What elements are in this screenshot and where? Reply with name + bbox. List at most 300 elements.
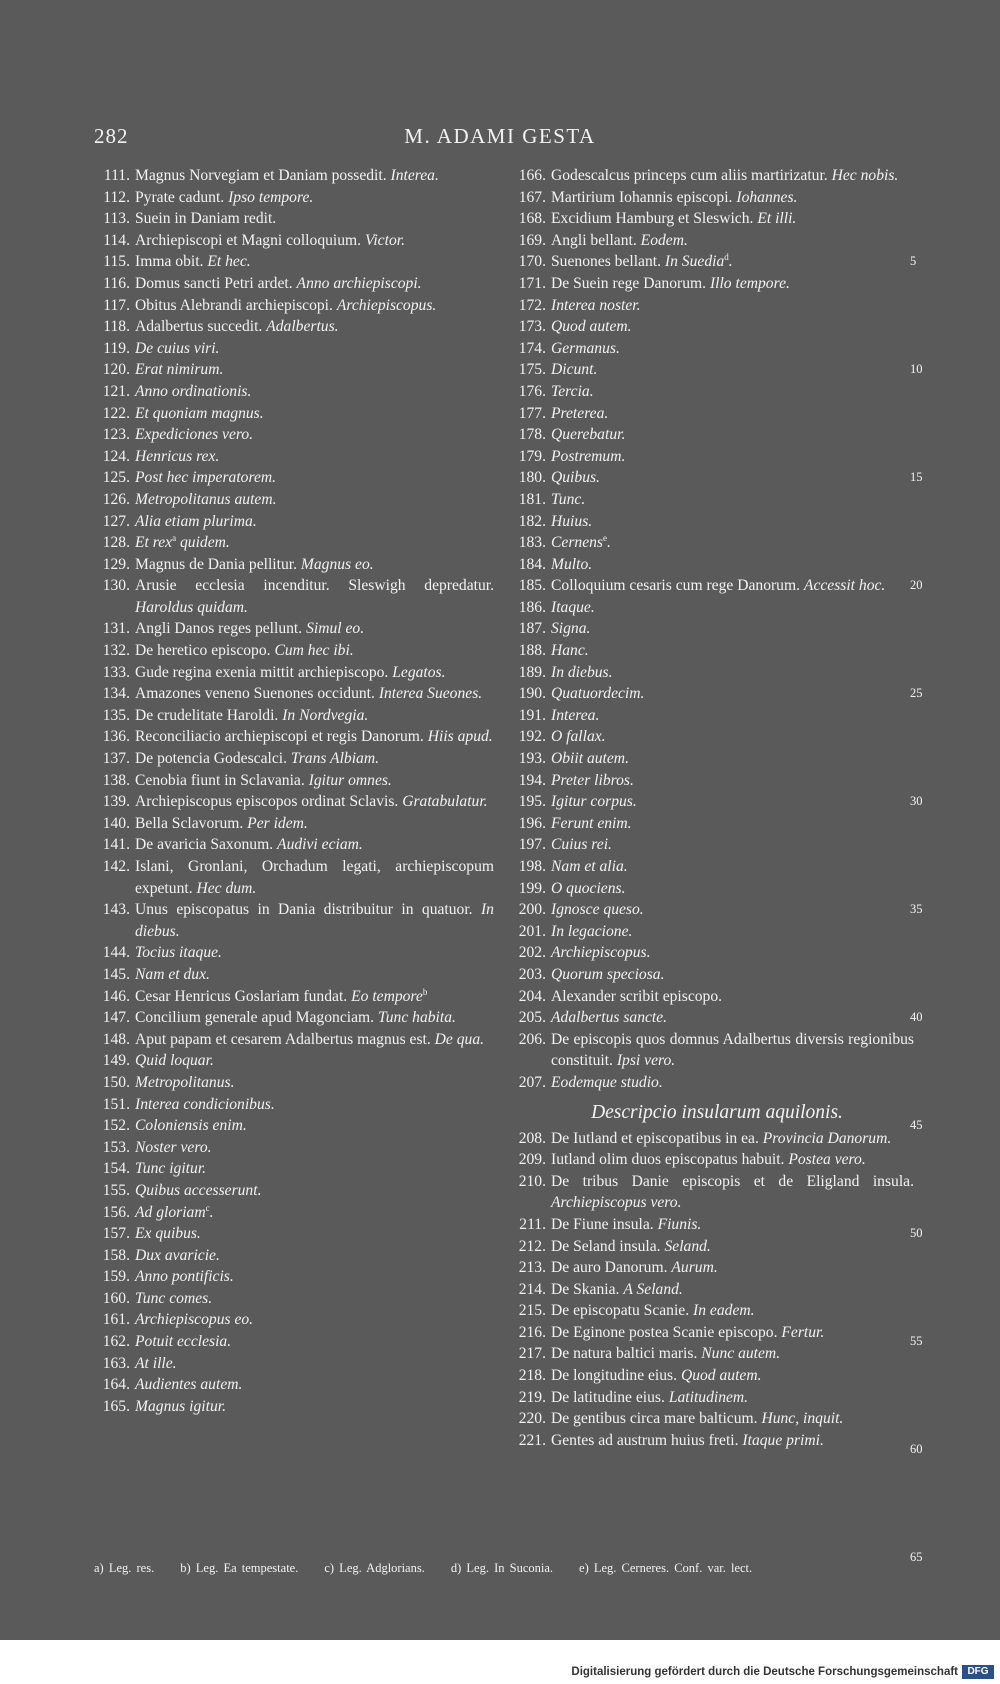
entry-incipit-continuation: . (209, 1203, 214, 1221)
entry-incipit: Adalbertus. (266, 318, 339, 336)
entry-number: 206. (518, 1030, 546, 1048)
table-of-contents-entry (510, 338, 914, 360)
entry-incipit: Dicunt. (551, 361, 598, 379)
entry-number: 186. (518, 598, 546, 616)
entry-number: 119. (103, 339, 130, 357)
table-of-contents-entry (94, 1245, 494, 1267)
entry-incipit: Archiepiscopus. (336, 296, 437, 314)
entry-title: Archiepiscopus episcopos ordinat Sclavis. (135, 793, 399, 811)
entry-incipit: Signa. (551, 620, 591, 638)
entry-incipit: Archiepiscopus vero. (551, 1194, 682, 1212)
entry-incipit: Preterea. (551, 404, 609, 422)
table-of-contents-entry (510, 1387, 914, 1409)
entry-title: De heretico episcopo. (135, 642, 271, 660)
entry-incipit: Hec dum. (196, 879, 257, 897)
entry-incipit: Archiepiscopus eo. (135, 1311, 254, 1329)
entry-incipit: Per idem. (247, 814, 308, 832)
entry-title: Colloquium cesaris cum rege Danorum. (551, 577, 801, 595)
table-of-contents-entry (94, 1353, 494, 1375)
entry-number: 140. (102, 814, 130, 832)
table-of-contents-entry (94, 273, 494, 295)
table-of-contents-entry (510, 770, 914, 792)
entry-incipit: Igitur omnes. (308, 771, 392, 789)
table-of-contents-entry (94, 338, 494, 360)
entry-number: 122. (102, 404, 130, 422)
entry-title: De Fiune insula. (551, 1215, 654, 1233)
entry-incipit: Anno archiepiscopi. (296, 274, 422, 292)
line-number: 15 (910, 470, 923, 485)
entry-number: 115. (103, 253, 130, 271)
line-number: 35 (910, 902, 923, 917)
entry-incipit: Cum hec ibi. (274, 642, 354, 660)
entry-number: 123. (102, 426, 130, 444)
entry-number: 204. (518, 987, 546, 1005)
entry-incipit: Archiepiscopus. (551, 944, 651, 962)
entry-number: 168. (518, 210, 546, 228)
table-of-contents-entry (94, 1374, 494, 1396)
footnote: b) Leg. Ea tempestate. (180, 1561, 299, 1575)
entry-number: 113. (103, 210, 130, 228)
entry-incipit: Magnus igitur. (135, 1397, 226, 1415)
entry-title: Iutland olim duos episcopatus habuit. (551, 1151, 785, 1169)
table-of-contents-entry (94, 489, 494, 511)
table-of-contents-entry (510, 554, 914, 576)
table-of-contents-entry (94, 403, 494, 425)
table-of-contents-entry (94, 230, 494, 252)
entry-incipit: Gratabulatur. (402, 793, 488, 811)
table-of-contents-entry (94, 986, 494, 1008)
entry-incipit: Eo tempore (351, 987, 423, 1005)
table-of-contents-entry (510, 1343, 914, 1365)
entry-number: 201. (518, 922, 546, 940)
entry-incipit-continuation: quidem. (180, 534, 230, 552)
entry-incipit: In Suedia (664, 253, 725, 271)
entry-incipit: Tunc. (551, 490, 586, 508)
entry-number: 145. (102, 965, 130, 983)
entry-incipit: Quod autem. (680, 1367, 762, 1385)
table-of-contents-entry (510, 921, 914, 943)
table-of-contents-entry (510, 424, 914, 446)
entry-title: Pyrate cadunt. (135, 188, 225, 206)
entry-title: Bella Sclavorum. (135, 814, 244, 832)
table-of-contents-entry (510, 273, 914, 295)
table-of-contents-entry (510, 856, 914, 878)
table-of-contents-entry (510, 1149, 914, 1171)
footnote-marker: c (205, 1202, 210, 1213)
entry-number: 126. (102, 490, 130, 508)
table-of-contents-entry (510, 726, 914, 748)
entry-incipit: Quibus accesserunt. (135, 1181, 262, 1199)
table-of-contents-entry (510, 532, 914, 554)
entry-number: 216. (518, 1323, 546, 1341)
entry-number: 170. (518, 253, 546, 271)
entry-title: De longitudine eius. (551, 1367, 678, 1385)
table-of-contents-entry (94, 532, 494, 554)
entry-incipit: Hiis apud. (427, 728, 493, 746)
table-of-contents-entry (94, 640, 494, 662)
entry-number: 166. (518, 167, 546, 184)
entry-incipit: Cuius rei. (551, 836, 612, 854)
entry-incipit: Audivi eciam. (277, 836, 363, 854)
table-of-contents-entry (94, 748, 494, 770)
entry-incipit: De cuius viri. (135, 339, 220, 357)
entry-number: 200. (518, 901, 546, 919)
entry-incipit: Interea Sueones. (378, 685, 483, 703)
entry-title: Alexander scribit episcopo. (551, 987, 723, 1005)
entry-number: 210. (518, 1172, 546, 1190)
entry-incipit: Latitudinem. (668, 1388, 749, 1406)
entry-title: De gentibus circa mare balticum. (551, 1410, 758, 1428)
section-heading: Descripcio insularum aquilonis. (591, 1101, 843, 1123)
running-title: M. ADAMI GESTA (404, 124, 596, 148)
table-of-contents-entry (510, 640, 914, 662)
entry-incipit: Interea. (390, 167, 439, 184)
table-of-contents-entry (94, 1137, 494, 1159)
entry-title: Excidium Hamburg et Sleswich. (551, 210, 754, 228)
table-of-contents-entry (94, 1396, 494, 1418)
entry-incipit: Nunc autem. (701, 1345, 781, 1363)
entry-incipit: Et quoniam magnus. (135, 404, 264, 422)
entry-title: Islani, Gronlani, Orchadum legati, archiepiscopum expetunt. (135, 858, 494, 897)
entry-number: 190. (518, 685, 546, 703)
entry-title: Gentes ad austrum huius freti. (551, 1431, 739, 1449)
entry-number: 137. (102, 750, 130, 768)
entry-incipit: A Seland. (623, 1280, 683, 1298)
entry-incipit: Dux avaricie. (135, 1246, 220, 1264)
entry-title: De crudelitate Haroldi. (135, 706, 279, 724)
entry-incipit: Interea condicionibus. (135, 1095, 275, 1113)
table-of-contents-entry (94, 359, 494, 381)
entry-number: 143. (102, 901, 130, 919)
table-of-contents-entry (510, 467, 914, 489)
entry-incipit: Trans Albiam. (290, 750, 379, 768)
entry-number: 217. (518, 1345, 546, 1363)
table-of-contents-entry (510, 899, 914, 921)
table-of-contents-entry (94, 295, 494, 317)
entry-number: 131. (102, 620, 130, 638)
table-of-contents-entry (94, 1180, 494, 1202)
table-of-contents-entry (510, 878, 914, 900)
entry-title: Adalbertus succedit. (135, 318, 263, 336)
entry-number: 136. (102, 728, 130, 746)
table-of-contents-entry (94, 791, 494, 813)
entry-title: Suein in Daniam redit. (135, 210, 277, 228)
entry-title: Aput papam et cesarem Adalbertus magnus est. (135, 1030, 431, 1048)
entry-incipit: Alia etiam plurima. (135, 512, 257, 530)
footnote: d) Leg. In Suconia. (450, 1561, 554, 1575)
page-header (0, 124, 1000, 152)
entry-title: Reconciliacio archiepiscopi et regis Danorum. (135, 728, 424, 746)
entry-incipit: Noster vero. (135, 1138, 212, 1156)
entry-number: 158. (102, 1246, 130, 1264)
entry-incipit: Metropolitanus. (135, 1073, 235, 1091)
table-of-contents-entry (94, 424, 494, 446)
entry-number: 146. (102, 987, 130, 1005)
table-of-contents-entry (94, 1309, 494, 1331)
table-of-contents-entry (94, 1050, 494, 1072)
entry-number: 117. (103, 296, 130, 314)
entry-number: 209. (518, 1151, 546, 1169)
entry-incipit: Henricus rex. (135, 447, 220, 465)
entry-incipit: Hanc. (551, 642, 589, 660)
entry-incipit: Hec nobis. (831, 167, 899, 184)
entry-number: 118. (103, 318, 130, 336)
entry-number: 135. (102, 706, 130, 724)
entry-number: 120. (102, 361, 130, 379)
table-of-contents-entry (510, 791, 914, 813)
entry-title: De potencia Godescalci. (135, 750, 287, 768)
entry-incipit: Tocius itaque. (135, 944, 222, 962)
entry-number: 196. (518, 814, 546, 832)
entry-number: 114. (103, 231, 130, 249)
entry-number: 124. (102, 447, 130, 465)
entry-incipit: Ipsi vero. (616, 1052, 676, 1070)
entry-incipit: At ille. (135, 1354, 177, 1372)
entry-incipit: Post hec imperatorem. (135, 469, 277, 487)
footer-credit: Digitalisierung gefördert durch die Deutsche Forschungsgemeinschaft (571, 1666, 958, 1678)
table-of-contents-entry (510, 359, 914, 381)
entry-incipit: Metropolitanus autem. (135, 490, 277, 508)
entry-incipit: Interea noster. (551, 296, 641, 314)
entry-incipit: O quociens. (551, 879, 626, 897)
table-of-contents-entry (94, 813, 494, 835)
entry-incipit: Seland. (664, 1237, 711, 1255)
table-of-contents-entry (510, 165, 914, 187)
entry-number: 111. (103, 167, 130, 184)
entry-number: 178. (518, 426, 546, 444)
table-of-contents-entry (510, 1171, 914, 1214)
entry-number: 156. (102, 1203, 130, 1221)
entry-number: 213. (518, 1259, 546, 1277)
left-column (94, 165, 494, 1417)
table-of-contents-entry (94, 705, 494, 727)
table-of-contents-entry (510, 1214, 914, 1236)
entry-number: 169. (518, 231, 546, 249)
line-number: 10 (910, 362, 923, 377)
table-of-contents-entry (94, 208, 494, 230)
dfg-logo: DFG (962, 1665, 994, 1679)
entry-number: 147. (102, 1009, 130, 1027)
table-of-contents-entry (94, 1223, 494, 1245)
table-of-contents-entry (94, 467, 494, 489)
entry-incipit: O fallax. (551, 728, 606, 746)
table-of-contents-entry (94, 1331, 494, 1353)
entry-title: De natura baltici maris. (551, 1345, 698, 1363)
entry-number: 157. (102, 1225, 130, 1243)
entry-incipit: Anno pontificis. (135, 1268, 234, 1286)
table-of-contents-entry (94, 662, 494, 684)
entry-number: 160. (102, 1289, 130, 1307)
entry-incipit: Tunc igitur. (135, 1160, 207, 1178)
table-of-contents-entry (94, 1202, 494, 1224)
entry-incipit: Haroldus quidam. (135, 598, 248, 616)
entry-number: 193. (518, 750, 546, 768)
entry-number: 152. (102, 1117, 130, 1135)
entry-number: 128. (102, 534, 130, 552)
entry-number: 155. (102, 1181, 130, 1199)
entry-title: De latitudine eius. (551, 1388, 665, 1406)
entry-incipit: Et rex (135, 534, 173, 552)
line-number: 5 (910, 254, 917, 269)
entry-incipit: Germanus. (551, 339, 620, 357)
entry-number: 130. (102, 577, 130, 595)
entry-incipit: Multo. (551, 555, 593, 573)
table-of-contents-entry (510, 446, 914, 468)
table-of-contents-entry (94, 575, 494, 618)
digitization-footer (0, 1640, 1000, 1684)
entry-number: 214. (518, 1280, 546, 1298)
entry-number: 215. (518, 1302, 546, 1320)
line-number: 45 (910, 1118, 923, 1133)
entry-title: Angli Danos reges pellunt. (135, 620, 303, 638)
entry-title: Gude regina exenia mittit archiepiscopo. (135, 663, 389, 681)
table-of-contents-entry (510, 489, 914, 511)
entry-title: Cenobia fiunt in Sclavania. (135, 771, 305, 789)
table-of-contents-entry (94, 1288, 494, 1310)
entry-title: Concilium generale apud Magonciam. (135, 1009, 375, 1027)
table-of-contents-entry (510, 986, 914, 1008)
entry-number: 164. (102, 1376, 130, 1394)
entry-title: De Suein rege Danorum. (551, 274, 707, 292)
entry-incipit: Magnus eo. (300, 555, 374, 573)
entry-title: Domus sancti Petri ardet. (135, 274, 293, 292)
table-of-contents-entry (510, 208, 914, 230)
entry-number: 133. (102, 663, 130, 681)
entry-incipit: Ipso tempore. (228, 188, 314, 206)
entry-number: 191. (518, 706, 546, 724)
entry-number: 198. (518, 858, 546, 875)
entry-number: 211. (519, 1215, 546, 1233)
entry-incipit: Tercia. (551, 382, 594, 400)
table-of-contents-entry (94, 1072, 494, 1094)
entry-title: De auro Danorum. (551, 1259, 668, 1277)
table-of-contents-entry (94, 770, 494, 792)
entry-number: 165. (102, 1397, 130, 1415)
entry-number: 139. (102, 793, 130, 811)
table-of-contents-entry (94, 1266, 494, 1288)
entry-incipit: Et illi. (757, 210, 797, 228)
entry-title: De Skania. (551, 1280, 620, 1298)
entry-number: 221. (518, 1431, 546, 1449)
table-of-contents-entry (510, 403, 914, 425)
table-of-contents-entry (510, 575, 914, 597)
table-of-contents-entry (510, 251, 917, 273)
entry-incipit: Ferunt enim. (551, 814, 632, 832)
entry-title: Magnus de Dania pellitur. (135, 555, 297, 573)
entry-incipit: Quorum speciosa. (551, 965, 665, 983)
line-number: 20 (910, 578, 923, 593)
entry-incipit: Quid loquar. (135, 1052, 214, 1070)
entry-incipit: Legatos. (392, 663, 446, 681)
entry-incipit: In Nordvegia. (282, 706, 369, 724)
entry-incipit: In diebus. (135, 901, 494, 940)
entry-title: Obitus Alebrandi archiepiscopi. (135, 296, 333, 314)
entry-incipit: Nam et alia. (551, 858, 628, 875)
entry-number: 149. (102, 1052, 130, 1070)
entry-incipit: Potuit ecclesia. (135, 1333, 232, 1351)
entry-number: 192. (518, 728, 546, 746)
table-of-contents-entry (510, 1279, 914, 1301)
footnote-marker: b (422, 986, 428, 997)
entry-incipit: Victor. (364, 231, 405, 249)
line-number: 60 (910, 1442, 923, 1457)
table-of-contents-entry (510, 748, 914, 770)
entry-title: Archiepiscopi et Magni colloquium. (135, 231, 362, 249)
table-of-contents-entry (510, 683, 914, 705)
table-of-contents-entry (94, 834, 494, 856)
entry-incipit: De qua. (434, 1030, 485, 1048)
entry-incipit: Expediciones vero. (135, 426, 254, 444)
entry-title: Godescalcus princeps cum aliis martirizatur. (551, 167, 828, 184)
entry-title: Unus episcopatus in Dania distribuitur in quatuor. (135, 901, 473, 919)
entry-incipit: Provincia Danorum. (762, 1129, 892, 1147)
table-of-contents-entry (510, 1029, 914, 1072)
entry-number: 153. (102, 1138, 130, 1156)
table-of-contents-entry (94, 618, 494, 640)
table-of-contents-entry (94, 1115, 494, 1137)
entry-number: 183. (518, 534, 546, 552)
table-of-contents-entry (510, 813, 914, 835)
entry-number: 197. (518, 836, 546, 854)
table-of-contents-entry (510, 1072, 914, 1094)
table-of-contents-entry (94, 726, 494, 748)
entry-incipit: Tunc habita. (377, 1009, 456, 1027)
table-of-contents-entry (510, 1365, 914, 1387)
entry-number: 179. (518, 447, 546, 465)
line-number: 25 (910, 686, 923, 701)
table-of-contents-entry (94, 251, 494, 273)
entry-title: Cesar Henricus Goslariam fundat. (135, 987, 348, 1005)
entry-number: 129. (102, 555, 130, 573)
entry-incipit: Nam et dux. (135, 965, 210, 983)
entry-number: 188. (518, 642, 546, 660)
table-of-contents-entry (510, 618, 914, 640)
line-number: 65 (910, 1550, 923, 1565)
entry-number: 175. (518, 361, 546, 379)
table-of-contents-entry (510, 942, 914, 964)
footnote: e) Leg. Cerneres. Conf. var. lect. (579, 1561, 753, 1575)
entry-number: 199. (518, 879, 546, 897)
entry-number: 154. (102, 1160, 130, 1178)
table-of-contents-entry (94, 942, 494, 964)
entry-number: 172. (518, 296, 546, 314)
entry-number: 202. (518, 944, 546, 962)
entry-title: De avaricia Saxonum. (135, 836, 274, 854)
table-of-contents-entry (510, 1007, 914, 1029)
line-number: 55 (910, 1334, 923, 1349)
entry-title: Angli bellant. (551, 231, 637, 249)
entry-incipit: Illo tempore. (709, 274, 790, 292)
entry-incipit: Ignosce queso. (551, 901, 644, 919)
entry-incipit: Fertur. (781, 1323, 825, 1341)
entry-incipit: Querebatur. (551, 426, 626, 444)
entry-incipit: Huius. (551, 512, 593, 530)
entry-incipit: Anno ordinationis. (135, 382, 252, 400)
table-of-contents-entry (510, 316, 914, 338)
entry-number: 116. (103, 274, 130, 292)
entry-title: Suenones bellant. (551, 253, 662, 271)
table-of-contents-entry (94, 187, 494, 209)
entry-incipit: Eodemque studio. (551, 1073, 663, 1091)
table-of-contents-entry (94, 1029, 494, 1051)
entry-incipit: Adalbertus sancte. (551, 1009, 668, 1027)
entry-incipit: Cernens (551, 534, 603, 552)
entry-number: 189. (518, 663, 546, 681)
entry-number: 142. (102, 858, 130, 875)
entry-number: 138. (102, 771, 130, 789)
table-of-contents-entry (510, 295, 914, 317)
entry-number: 141. (102, 836, 130, 854)
